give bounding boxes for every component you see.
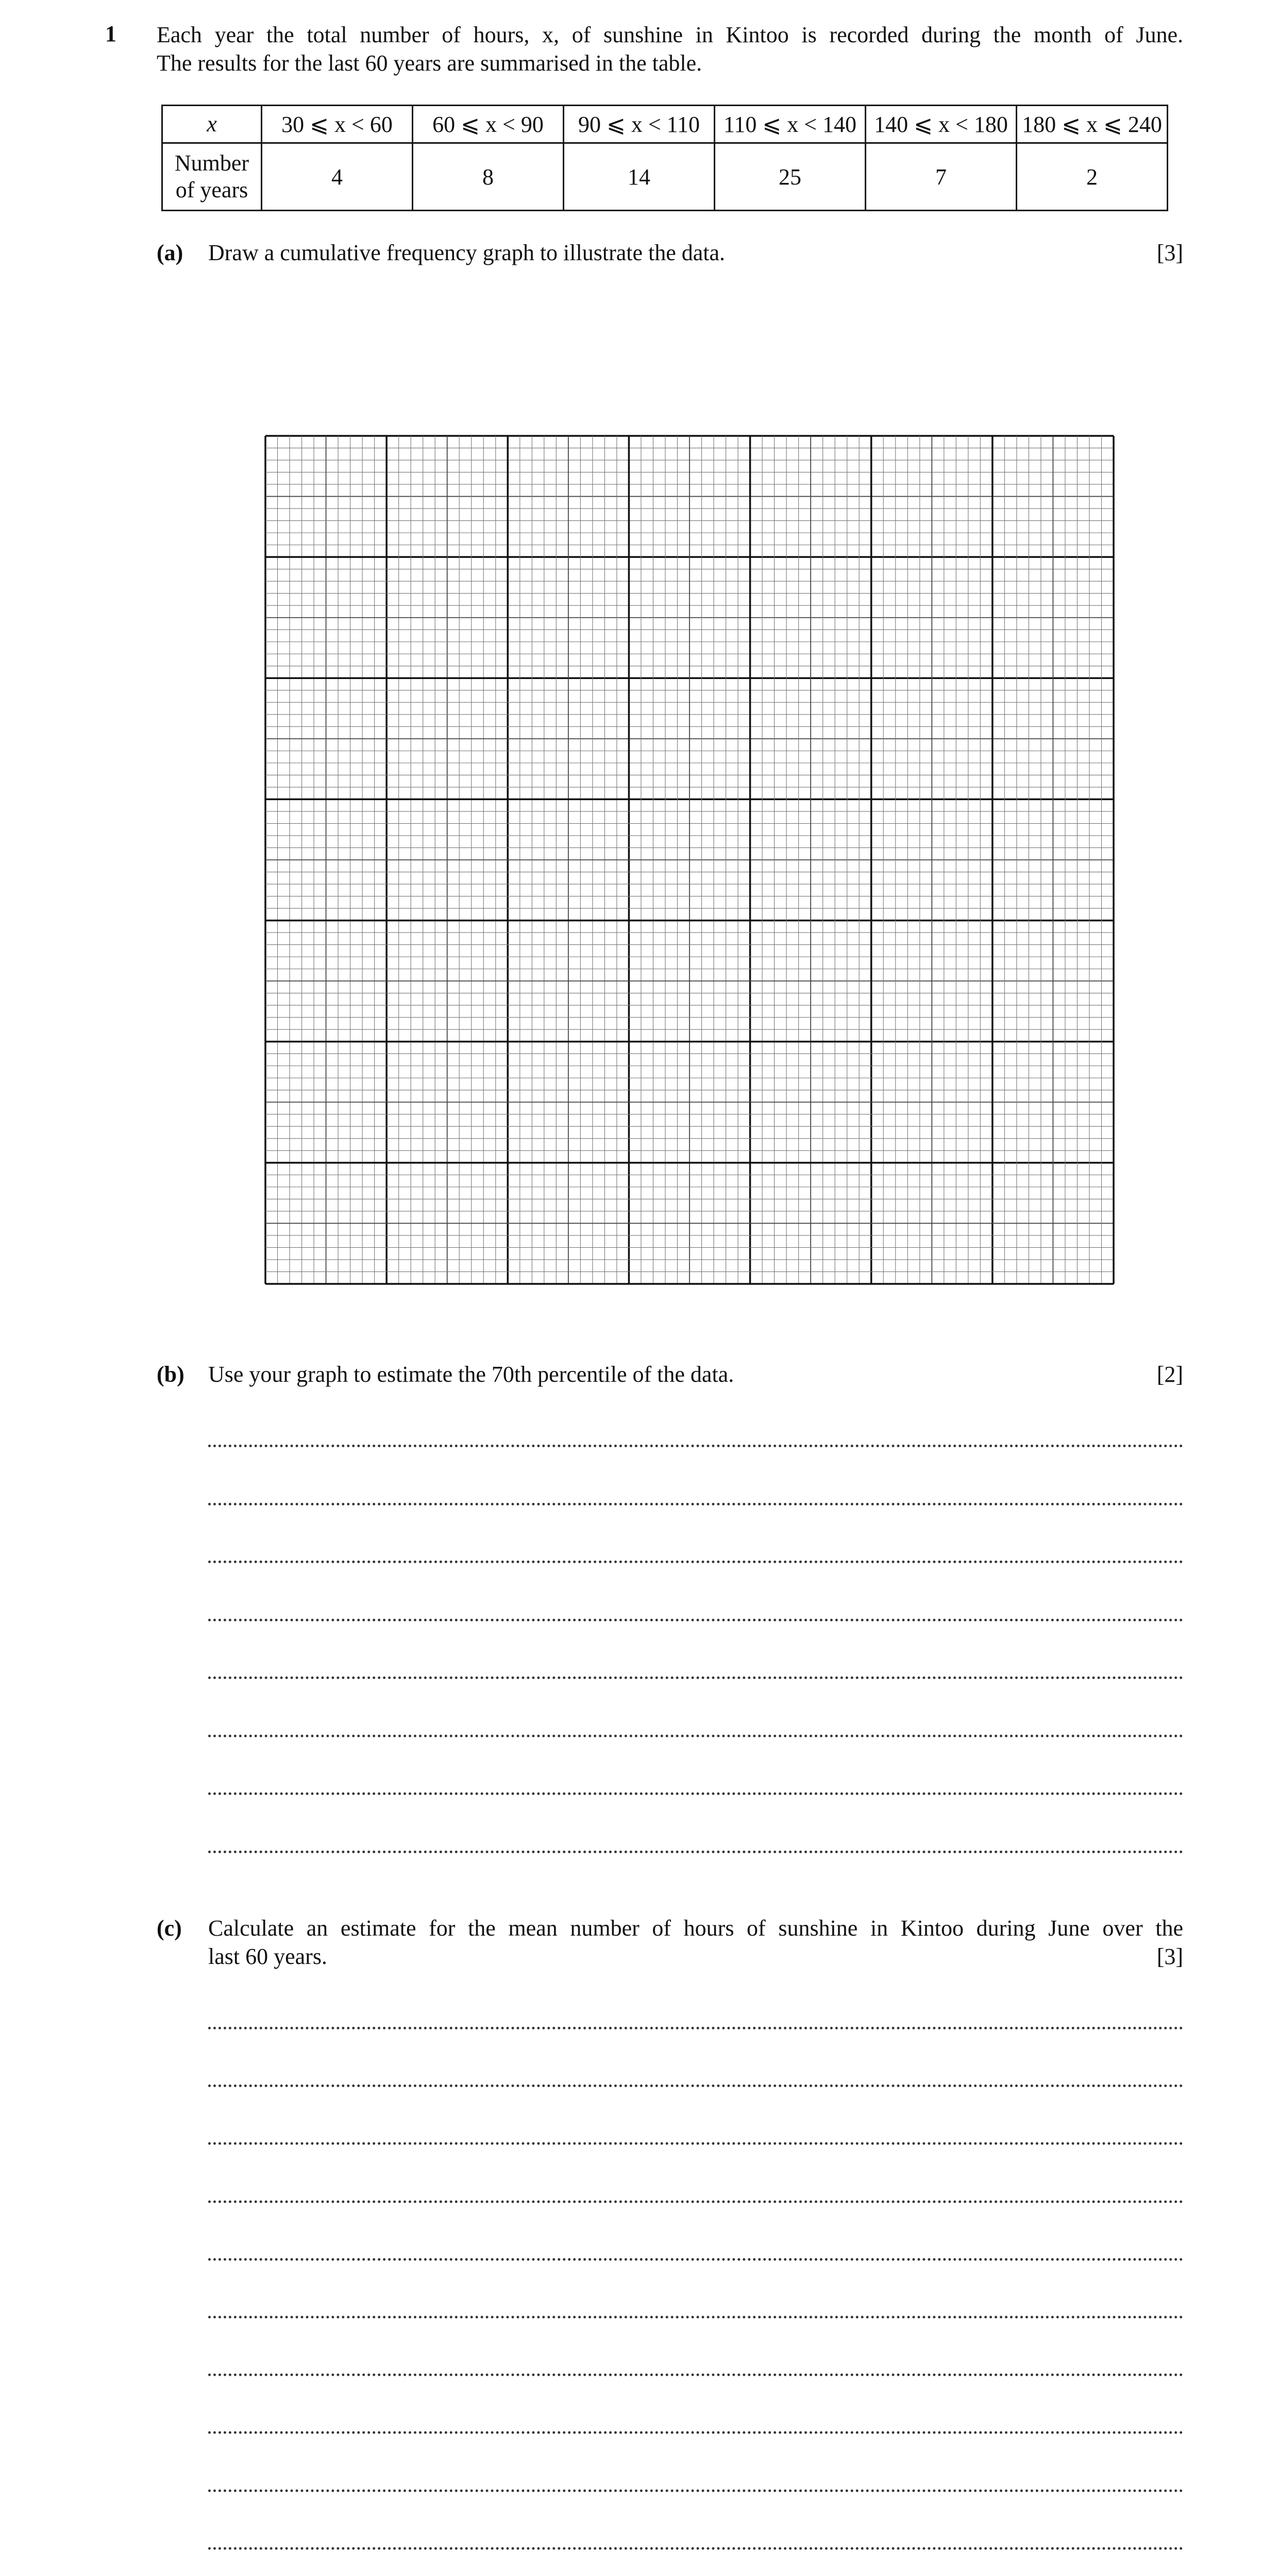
graph-paper[interactable] bbox=[264, 434, 1115, 1285]
part-text: Use your graph to estimate the 70th percentile of the data. bbox=[208, 1362, 734, 1387]
frequency-cell: 25 bbox=[715, 143, 866, 211]
answer-line[interactable] bbox=[208, 1561, 1183, 1563]
answer-line[interactable] bbox=[208, 1619, 1183, 1621]
table-row-intervals bbox=[162, 106, 1168, 143]
part-label: (a) bbox=[157, 240, 183, 265]
interval-cell: 180 ⩽ x ⩽ 240 bbox=[1017, 106, 1168, 143]
interval-cell: 60 ⩽ x < 90 bbox=[413, 106, 564, 143]
frequency-cell: 7 bbox=[866, 143, 1017, 211]
part-marks: [3] bbox=[1156, 1944, 1183, 1969]
part-label: (c) bbox=[157, 1916, 182, 1941]
answer-line[interactable] bbox=[208, 2027, 1183, 2029]
part-text: last 60 years. bbox=[208, 1944, 327, 1969]
question-intro bbox=[157, 21, 1183, 77]
answer-line[interactable] bbox=[208, 1792, 1183, 1795]
question-number: 1 bbox=[105, 21, 116, 46]
part-marks: [3] bbox=[1156, 240, 1183, 265]
answer-line[interactable] bbox=[208, 1851, 1183, 1853]
answer-line[interactable] bbox=[208, 2489, 1183, 2492]
answer-line[interactable] bbox=[208, 2258, 1183, 2261]
answer-line[interactable] bbox=[208, 1735, 1183, 1737]
part-text: Calculate an estimate for the mean number of hours of sunshine in Kintoo during June over the bbox=[208, 1916, 1183, 1941]
part-label: (b) bbox=[157, 1362, 184, 1387]
part-marks: [2] bbox=[1156, 1362, 1183, 1387]
answer-line[interactable] bbox=[208, 2200, 1183, 2203]
answer-line[interactable] bbox=[208, 2316, 1183, 2318]
answer-line[interactable] bbox=[208, 2431, 1183, 2434]
answer-line[interactable] bbox=[208, 2547, 1183, 2550]
part-text: Draw a cumulative frequency graph to illustrate the data. bbox=[208, 240, 726, 265]
interval-cell: 140 ⩽ x < 180 bbox=[866, 106, 1017, 143]
header-line: Number bbox=[174, 150, 249, 176]
graph-paper-grid[interactable] bbox=[264, 434, 1115, 1285]
frequency-cell: 2 bbox=[1017, 143, 1168, 211]
table-row-frequencies bbox=[162, 143, 1168, 211]
answer-line[interactable] bbox=[208, 1445, 1183, 1447]
frequency-table bbox=[161, 105, 1168, 211]
intro-line-2: The results for the last 60 years are summarised in the table. bbox=[157, 50, 702, 76]
header-line: of years bbox=[175, 177, 248, 202]
frequency-cell: 14 bbox=[564, 143, 715, 211]
intro-line-1: Each year the total number of hours, x, of sunshine in Kintoo is recorded during the month of June. bbox=[157, 22, 1183, 47]
table-header-years bbox=[162, 143, 262, 211]
answer-line[interactable] bbox=[208, 1676, 1183, 1679]
interval-cell: 110 ⩽ x < 140 bbox=[715, 106, 866, 143]
interval-cell: 30 ⩽ x < 60 bbox=[262, 106, 413, 143]
answer-line[interactable] bbox=[208, 2374, 1183, 2376]
table-header-x: x bbox=[162, 106, 262, 143]
frequency-cell: 8 bbox=[413, 143, 564, 211]
frequency-cell: 4 bbox=[262, 143, 413, 211]
interval-cell: 90 ⩽ x < 110 bbox=[564, 106, 715, 143]
answer-line[interactable] bbox=[208, 1503, 1183, 1505]
answer-line[interactable] bbox=[208, 2142, 1183, 2145]
answer-line[interactable] bbox=[208, 2084, 1183, 2087]
